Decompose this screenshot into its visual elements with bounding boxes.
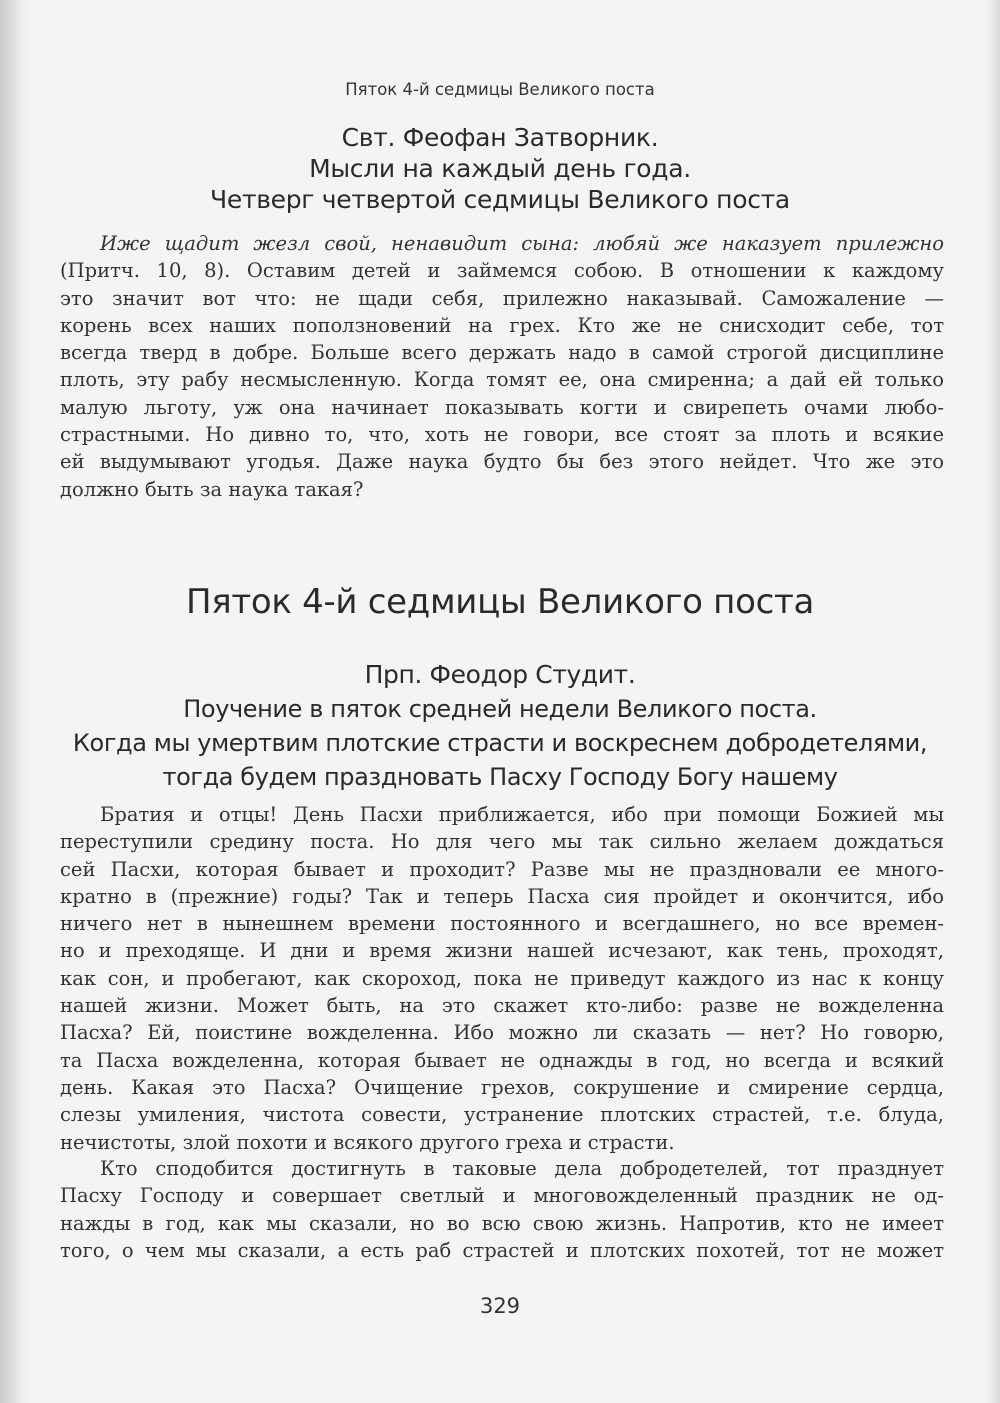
body-line: ей выдумывают угодья. Даже наука будто бы без этого нейдет. Что же это bbox=[60, 450, 944, 474]
page-gutter-shadow bbox=[0, 0, 28, 1403]
body-line: как сон, и пробегают, как скороход, пока не приведут каждого из нас к концу bbox=[60, 966, 944, 990]
body-line: Братия и отцы! День Пасхи приближается, ибо при помощи Божией мы bbox=[100, 803, 944, 826]
section2-paragraph-2 bbox=[60, 1155, 944, 1264]
body-line: но и преходяще. И дни и время жизни нашей исчезают, как тень, проходят, bbox=[60, 939, 944, 963]
body-line: сей Пасхи, которая бывает и проходит? Разве мы не праздновали ее много- bbox=[60, 857, 944, 881]
section2-paragraph-1 bbox=[60, 801, 944, 1156]
body-line: слезы умиления, чистота совести, устранение плотских страстей, т.е. блуда, bbox=[60, 1103, 944, 1127]
section1-day: Четверг четвертой седмицы Великого поста bbox=[210, 185, 790, 214]
body-line: плоть, эту рабу несмысленную. Когда томят ее, она смиренна; а дай ей только bbox=[60, 368, 944, 392]
body-line-quote: Иже щадит жезл свой, ненавидит сына: любяй же наказует прилежно bbox=[100, 232, 944, 255]
running-head: Пяток 4-й седмицы Великого поста bbox=[345, 80, 655, 99]
section1-heading bbox=[60, 122, 940, 215]
body-line: страстными. Но дивно то, что, хоть не говори, все стоят за плоть и всякие bbox=[60, 423, 944, 447]
section1-work: Мысли на каждый день года. bbox=[309, 154, 691, 183]
section2-title-line: Поучение в пяток средней недели Великого поста. bbox=[183, 695, 817, 723]
body-line: это значит вот что: не щади себя, прилежно наказывай. Саможаление — bbox=[60, 286, 944, 310]
body-line: Пасху Господу и совершает светлый и многовожделенный праздник не од- bbox=[60, 1184, 944, 1208]
section2-title-line: Когда мы умертвим плотские страсти и воскреснем добродетелями, bbox=[72, 729, 928, 757]
body-line: Пасха? Ей, поистине вожделенна. Ибо можно ли сказать — нет? Но говорю, bbox=[60, 1021, 944, 1045]
body-line: того, о чем мы сказали, а есть раб страстей и плотских похотей, тот не может bbox=[60, 1238, 944, 1262]
body-line: день. Какая это Пасха? Очищение грехов, сокрушение и смирение сердца, bbox=[60, 1075, 944, 1099]
body-line: нечистоты, злой похоти и всякого другого греха и страсти. bbox=[60, 1130, 675, 1154]
section2-heading bbox=[60, 658, 940, 794]
body-line: (Притч. 10, 8). Оставим детей и займемся собою. В отношении к каждому bbox=[60, 259, 944, 283]
body-line: переступили средину поста. Но для чего мы так сильно желаем дождаться bbox=[60, 830, 944, 854]
body-line: Кто сподобится достигнуть в таковые дела добродетелей, тот празднует bbox=[100, 1157, 944, 1180]
section1-author: Свт. Феофан Затворник. bbox=[341, 123, 659, 152]
body-line: ничего нет в нынешнем времени постоянного и всегдашнего, но все времен- bbox=[60, 912, 944, 936]
section1-body bbox=[60, 230, 944, 503]
body-line: корень всех наших поползновений на грех. Кто же не снисходит себе, тот bbox=[60, 313, 944, 337]
section2-title-line: тогда будем праздновать Пасху Господу Богу нашему bbox=[162, 763, 838, 791]
page-number: 329 bbox=[479, 1294, 521, 1318]
section2-author: Прп. Феодор Студит. bbox=[364, 660, 636, 689]
body-line: нажды в год, как мы сказали, но во всю свою жизнь. Напротив, кто не имеет bbox=[60, 1211, 944, 1235]
body-line: малую льготу, уж она начинает показывать когти и свирепеть очами любо- bbox=[60, 395, 944, 419]
body-line: всегда тверд в добре. Больше всего держать надо в самой строгой дисциплине bbox=[60, 341, 944, 365]
body-line: нашей жизни. Может быть, на это скажет кто-либо: разве не вожделенна bbox=[60, 994, 944, 1018]
body-line: должно быть за наука такая? bbox=[60, 477, 364, 501]
page-edge-shadow bbox=[986, 0, 1000, 1403]
body-line: та Пасха вожделенна, которая бывает не однажды в год, но всегда и всякий bbox=[60, 1048, 944, 1072]
section-title: Пяток 4-й седмицы Великого поста bbox=[185, 582, 815, 622]
body-line: кратно в (прежние) годы? Так и теперь Пасха сия пройдет и окончится, ибо bbox=[60, 884, 944, 908]
